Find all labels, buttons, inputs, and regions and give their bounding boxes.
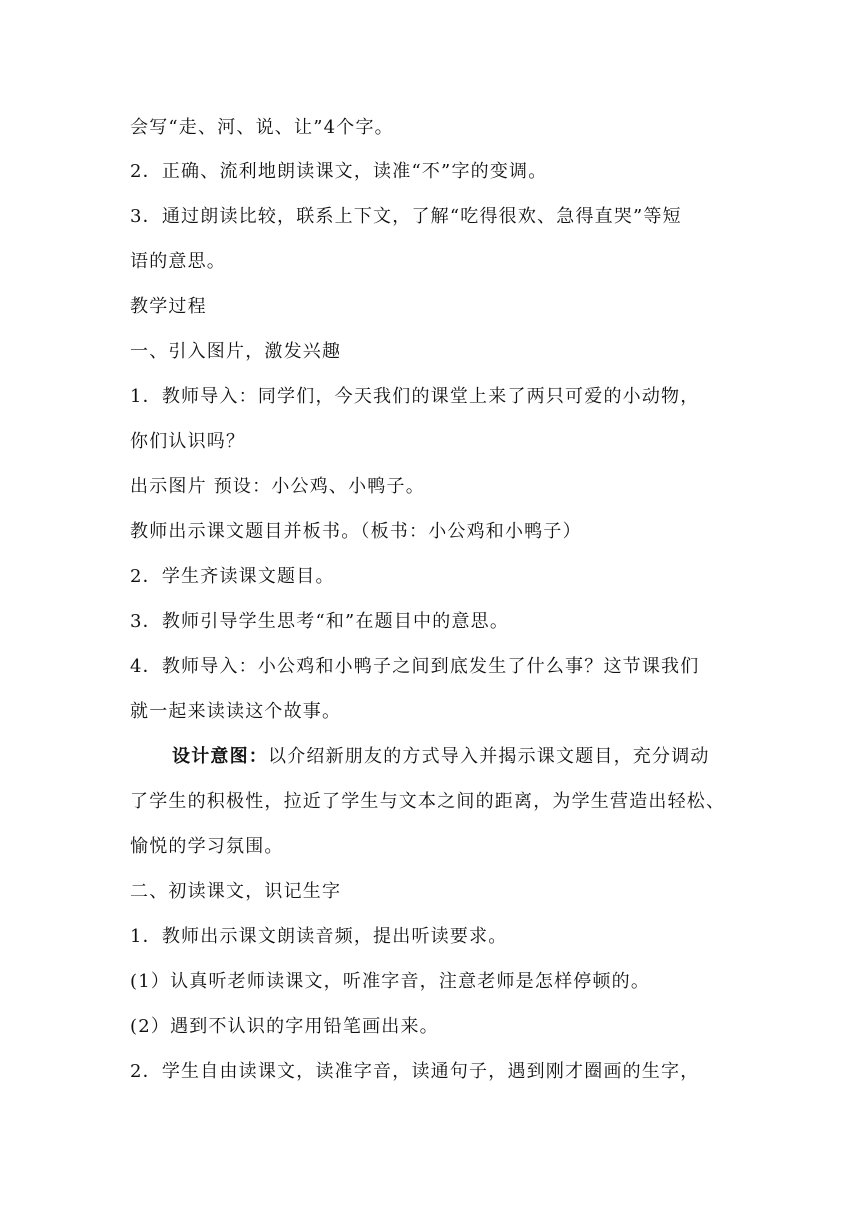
text-line: 教师出示课文题目并板书。（板书：小公鸡和小鸭子） [130,521,582,542]
text-line: 1．教师导入：同学们，今天我们的课堂上来了两只可爱的小动物， [130,386,700,407]
text-line: (1）认真听老师读课文，听准字音，注意老师是怎样停顿的。 [130,971,651,992]
text-line: 2．学生齐读课文题目。 [130,566,335,587]
design-intent-text: 以介绍新朋友的方式导入并揭示课文题目，充分调动 [268,746,710,767]
design-intent-label: 设计意图： [172,746,268,767]
section-heading: 一、引入图片，激发兴趣 [130,341,342,362]
section-heading: 教学过程 [130,296,207,317]
text-line: 愉悦的学习氛围。 [130,836,284,857]
text-line: 语的意思。 [130,251,226,272]
text-line: (2）遇到不认识的字用铅笔画出来。 [130,1016,439,1037]
text-line: 了学生的积极性，拉近了学生与文本之间的距离，为学生营造出轻松、 [130,791,726,812]
text-line: 你们认识吗？ [130,431,246,452]
text-line: 4．教师导入：小公鸡和小鸭子之间到底发生了什么事？这节课我们 [130,656,700,677]
text-line: 2．正确、流利地朗读课文，读准“不”字的变调。 [130,161,548,182]
text-line: 3．通过朗读比较，联系上下文，了解“吃得很欢、急得直哭”等短 [130,206,682,227]
text-line: 就一起来读读这个故事。 [130,701,342,722]
design-intent-paragraph [172,745,710,769]
text-line: 出示图片 预设：小公鸡、小鸭子。 [130,476,425,497]
text-line: 2．学生自由读课文，读准字音，读通句子，遇到刚才圈画的生字， [130,1061,700,1082]
text-line: 1．教师出示课文朗读音频，提出听读要求。 [130,926,508,947]
text-line: 3．教师引导学生思考“和”在题目中的意思。 [130,611,510,632]
section-heading: 二、初读课文，识记生字 [130,881,342,902]
text-line: 会写“走、河、说、让”4个字。 [130,117,394,138]
